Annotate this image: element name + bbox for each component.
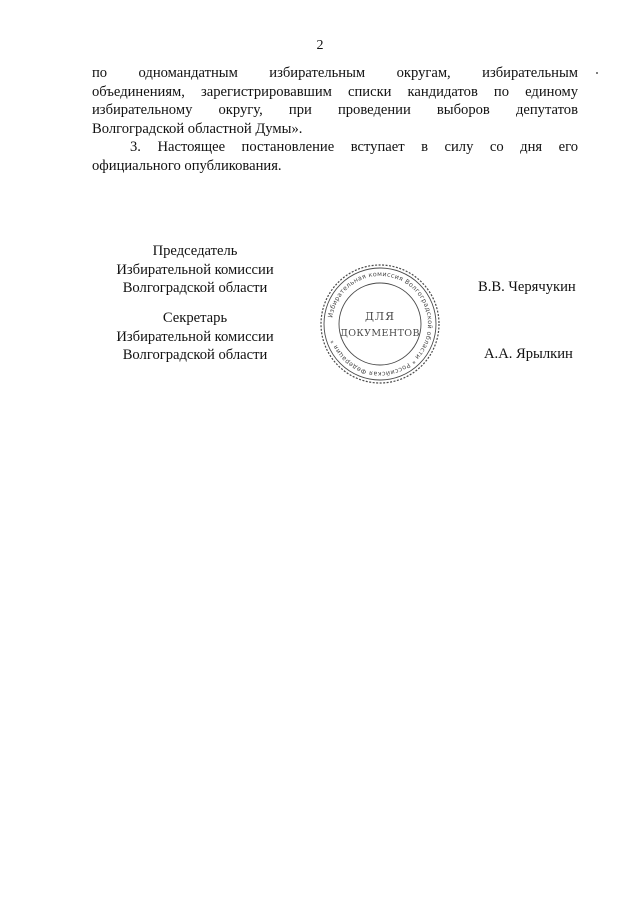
chairman-name: В.В. Черячукин [478, 279, 576, 295]
stamp-inner-ring [339, 283, 421, 365]
text-line-3: избирательному округу, при проведении выборов депутатов [92, 102, 578, 119]
text-line-4: Волгоградской областной Думы». [92, 120, 303, 137]
secretary-title-line-1: Секретарь [162, 310, 228, 326]
page-number: 2 [316, 38, 324, 53]
stamp-outer-ring-inner [324, 268, 436, 380]
chairman-title [70, 242, 320, 298]
stamp-center-line-1: ДЛЯ [364, 310, 396, 323]
chairman-title-line-1: Председатель [152, 243, 238, 259]
text-line-5: 3. Настоящее постановление вступает в силу со дня его [130, 139, 578, 156]
secretary-title-line-3: Волгоградской области [122, 347, 268, 364]
secretary-title-line-2: Избирательной комиссии [116, 328, 274, 345]
stamp-center-line-2: ДОКУМЕНТОВ [340, 328, 420, 339]
official-stamp [318, 262, 442, 386]
margin-dot [596, 72, 598, 74]
text-line-1: по одномандатным избирательным округам, избирательным [92, 65, 578, 81]
secretary-name: А.А. Ярылкин [484, 346, 573, 362]
secretary-title [70, 309, 320, 365]
text-line-6: официального опубликования. [92, 157, 282, 174]
chairman-title-line-2: Избирательной комиссии [116, 261, 274, 278]
chairman-title-line-3: Волгоградской области [122, 280, 268, 297]
stamp-ring-text: Избирательная комиссия Волгоградской области * Российская Федерация * [326, 269, 435, 379]
text-line-2: объединениям, зарегистрировавшим списки кандидатов по единому [92, 83, 578, 100]
body-text [92, 64, 578, 176]
